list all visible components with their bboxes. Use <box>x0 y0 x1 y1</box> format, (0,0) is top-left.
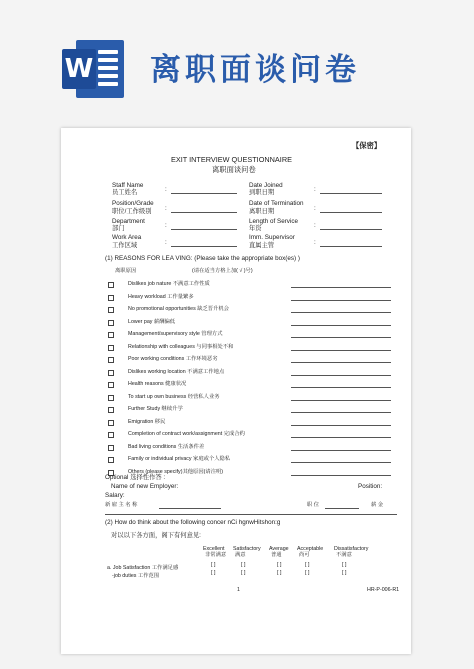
field-label-cn: 工作区域 <box>112 242 138 249</box>
section2-heading: (2) How do think about the following concer nCi hgnwHitshon:g <box>105 519 281 526</box>
reason-answer-line[interactable] <box>291 300 391 301</box>
field-colon: : <box>165 205 167 212</box>
new-employer-label-cn: 新 雇 主 名 称 <box>105 502 138 508</box>
reason-label: No promotional opportunities 缺乏晋升机会 <box>128 306 229 312</box>
reason-answer-line[interactable] <box>291 437 391 438</box>
rating-checkbox[interactable]: [ ] <box>305 562 310 568</box>
reason-checkbox[interactable] <box>108 320 114 326</box>
rating-label-en: Average <box>269 546 289 552</box>
field-label-cn: 部门 <box>112 225 125 232</box>
reason-answer-line[interactable] <box>291 287 391 288</box>
reason-label: Others (please specify)其他原因(请注明) <box>128 468 224 475</box>
reason-answer-line[interactable] <box>291 325 391 326</box>
field-colon: : <box>314 222 316 229</box>
reason-answer-line[interactable] <box>291 362 391 363</box>
reason-answer-line[interactable] <box>291 412 391 413</box>
reason-label: Dislikes working location 不满意工作地点 <box>128 368 225 375</box>
reason-label: Family or individual privacy 家庭或个人隐私 <box>128 456 231 462</box>
doc-title-en: EXIT INTERVIEW QUESTIONNAIRE <box>171 155 292 164</box>
field-label-cn: 员工姓名 <box>112 189 138 196</box>
reason-answer-line[interactable] <box>291 475 391 476</box>
reason-label: Relationship with colleagues 与同事相处不和 <box>128 343 234 350</box>
reason-label: Dislikes job nature 不满意工作性质 <box>128 281 210 287</box>
word-document-icon <box>62 40 124 98</box>
rating-checkbox[interactable]: [ ] <box>241 570 246 576</box>
tick-instruction: (请在适当方格上加( √ )号) <box>192 268 253 274</box>
reason-label: To start up own business 经营私人业务 <box>128 393 220 400</box>
reason-label: Heavy workload 工作量繁多 <box>128 293 194 300</box>
field-answer-line[interactable] <box>171 212 237 213</box>
field-answer-line[interactable] <box>320 193 382 194</box>
field-label-cn: 到职日期 <box>249 189 275 196</box>
reason-label: Bad living conditions 生活条件差 <box>128 443 205 450</box>
rating-checkbox[interactable]: [ ] <box>241 562 246 568</box>
field-answer-line[interactable] <box>171 246 237 247</box>
new-employer-label: Name of new Employer: <box>111 483 179 490</box>
employer-answer-line[interactable] <box>159 508 221 509</box>
page-number: 1 <box>237 587 240 593</box>
reason-checkbox[interactable] <box>108 407 114 413</box>
rating-label-cn: 普通 <box>271 552 282 558</box>
field-label-en: Date Joined <box>249 182 283 189</box>
rating-checkbox[interactable]: [ ] <box>342 570 347 576</box>
section2-heading-cn: 对以以下各方面，阁下有何意见: <box>111 532 201 539</box>
reason-label: Completion of contract work/assignment 完成合约 <box>128 431 245 437</box>
page-title: 离职面谈问卷 <box>150 52 360 88</box>
field-label-en: Work Area <box>112 234 142 241</box>
rating-label-cn: 不满意 <box>336 552 352 558</box>
field-label-en: Position/Grade <box>112 200 154 207</box>
reason-checkbox[interactable] <box>108 345 114 351</box>
header-banner <box>0 0 474 100</box>
reason-answer-line[interactable] <box>291 450 391 451</box>
rating-checkbox[interactable]: [ ] <box>211 570 216 576</box>
field-answer-line[interactable] <box>171 193 237 194</box>
reason-checkbox[interactable] <box>108 432 114 438</box>
reason-checkbox[interactable] <box>108 370 114 376</box>
reason-label: Poor working conditions 工作环境恶劣 <box>128 356 218 362</box>
reason-checkbox[interactable] <box>108 282 114 288</box>
reason-answer-line[interactable] <box>291 462 391 463</box>
reason-answer-line[interactable] <box>291 312 391 313</box>
reason-answer-line[interactable] <box>291 375 391 376</box>
field-colon: : <box>165 186 167 193</box>
reason-label: Further Study 继续升学 <box>128 406 183 412</box>
field-label-en: Department <box>112 218 145 225</box>
rating-label-cn: 非常满意 <box>205 552 227 558</box>
document-page <box>61 128 411 654</box>
rating-label-en: Satisfactory <box>233 546 261 552</box>
word-icon-letter: W <box>62 49 96 89</box>
reason-checkbox[interactable] <box>108 457 114 463</box>
confidential-badge: 【保密】 <box>352 141 382 150</box>
reason-checkbox[interactable] <box>108 307 114 313</box>
reason-label: Management/supervisory style 管理方式 <box>128 331 223 337</box>
position-answer-line[interactable] <box>325 508 359 509</box>
field-label-cn: 离职日期 <box>249 208 275 215</box>
reason-checkbox[interactable] <box>108 295 114 301</box>
section-divider <box>105 514 397 515</box>
reason-label: Emigration 移民 <box>128 418 166 425</box>
reason-column-label: 离职原因 <box>115 268 137 274</box>
field-label-en: Imm. Supervisor <box>249 234 295 241</box>
field-colon: : <box>165 222 167 229</box>
section1-heading: (1) REASONS FOR LEA VING: (Please take the appropriate box(es) ) <box>105 255 300 262</box>
rating-label-en: Dissatisfactory <box>334 546 369 552</box>
reason-checkbox[interactable] <box>108 420 114 426</box>
reason-checkbox[interactable] <box>108 332 114 338</box>
position-label-cn: 职 位 <box>307 502 320 508</box>
reason-checkbox[interactable] <box>108 395 114 401</box>
reason-checkbox[interactable] <box>108 445 114 451</box>
reason-label: Lower pay 薪酬偏低 <box>128 318 176 325</box>
field-colon: : <box>314 205 316 212</box>
field-colon: : <box>314 186 316 193</box>
optional-label: Optional 选择性作答 : <box>105 474 166 481</box>
rating-label-cn: 满意 <box>235 552 246 558</box>
doc-title-cn: 离职面谈问卷 <box>212 165 256 174</box>
field-answer-line[interactable] <box>320 229 382 230</box>
reason-answer-line[interactable] <box>291 337 391 338</box>
reason-answer-line[interactable] <box>291 350 391 351</box>
field-colon: : <box>165 239 167 246</box>
rating-row-label: a. Job Satisfaction 工作满足感 <box>107 565 179 571</box>
field-label-en: Staff Name <box>112 182 144 189</box>
reason-checkbox[interactable] <box>108 357 114 363</box>
field-label-en: Date of Termination <box>249 200 304 207</box>
rating-checkbox[interactable]: [ ] <box>342 562 347 568</box>
rating-checkbox[interactable]: [ ] <box>277 562 282 568</box>
field-label-cn: 职位/工作级别 <box>112 208 152 215</box>
rating-label-en: Excellent <box>203 546 225 552</box>
form-code: HR-P-006-R1 <box>367 587 400 593</box>
position-label: Position: <box>358 483 383 490</box>
field-answer-line[interactable] <box>320 246 382 247</box>
reason-answer-line[interactable] <box>291 387 391 388</box>
field-answer-line[interactable] <box>171 229 237 230</box>
salary-label: Salary: <box>105 492 125 499</box>
field-colon: : <box>314 239 316 246</box>
reason-answer-line[interactable] <box>291 425 391 426</box>
reason-answer-line[interactable] <box>291 400 391 401</box>
field-label-cn: 直属主管 <box>249 242 275 249</box>
reason-label: Health reasons 健康状况 <box>128 381 187 387</box>
field-label-en: Length of Service <box>249 218 299 225</box>
field-label-cn: 年资 <box>249 225 262 232</box>
rating-checkbox[interactable]: [ ] <box>277 570 282 576</box>
rating-checkbox[interactable]: [ ] <box>211 562 216 568</box>
rating-checkbox[interactable]: [ ] <box>305 570 310 576</box>
field-answer-line[interactable] <box>320 212 382 213</box>
rating-row-label: -job duties 工作范围 <box>112 573 160 579</box>
salary-label-cn: 薪 金 <box>371 502 384 508</box>
rating-label-en: Acceptable <box>297 546 324 552</box>
reason-checkbox[interactable] <box>108 382 114 388</box>
rating-label-cn: 尚可 <box>299 552 310 558</box>
